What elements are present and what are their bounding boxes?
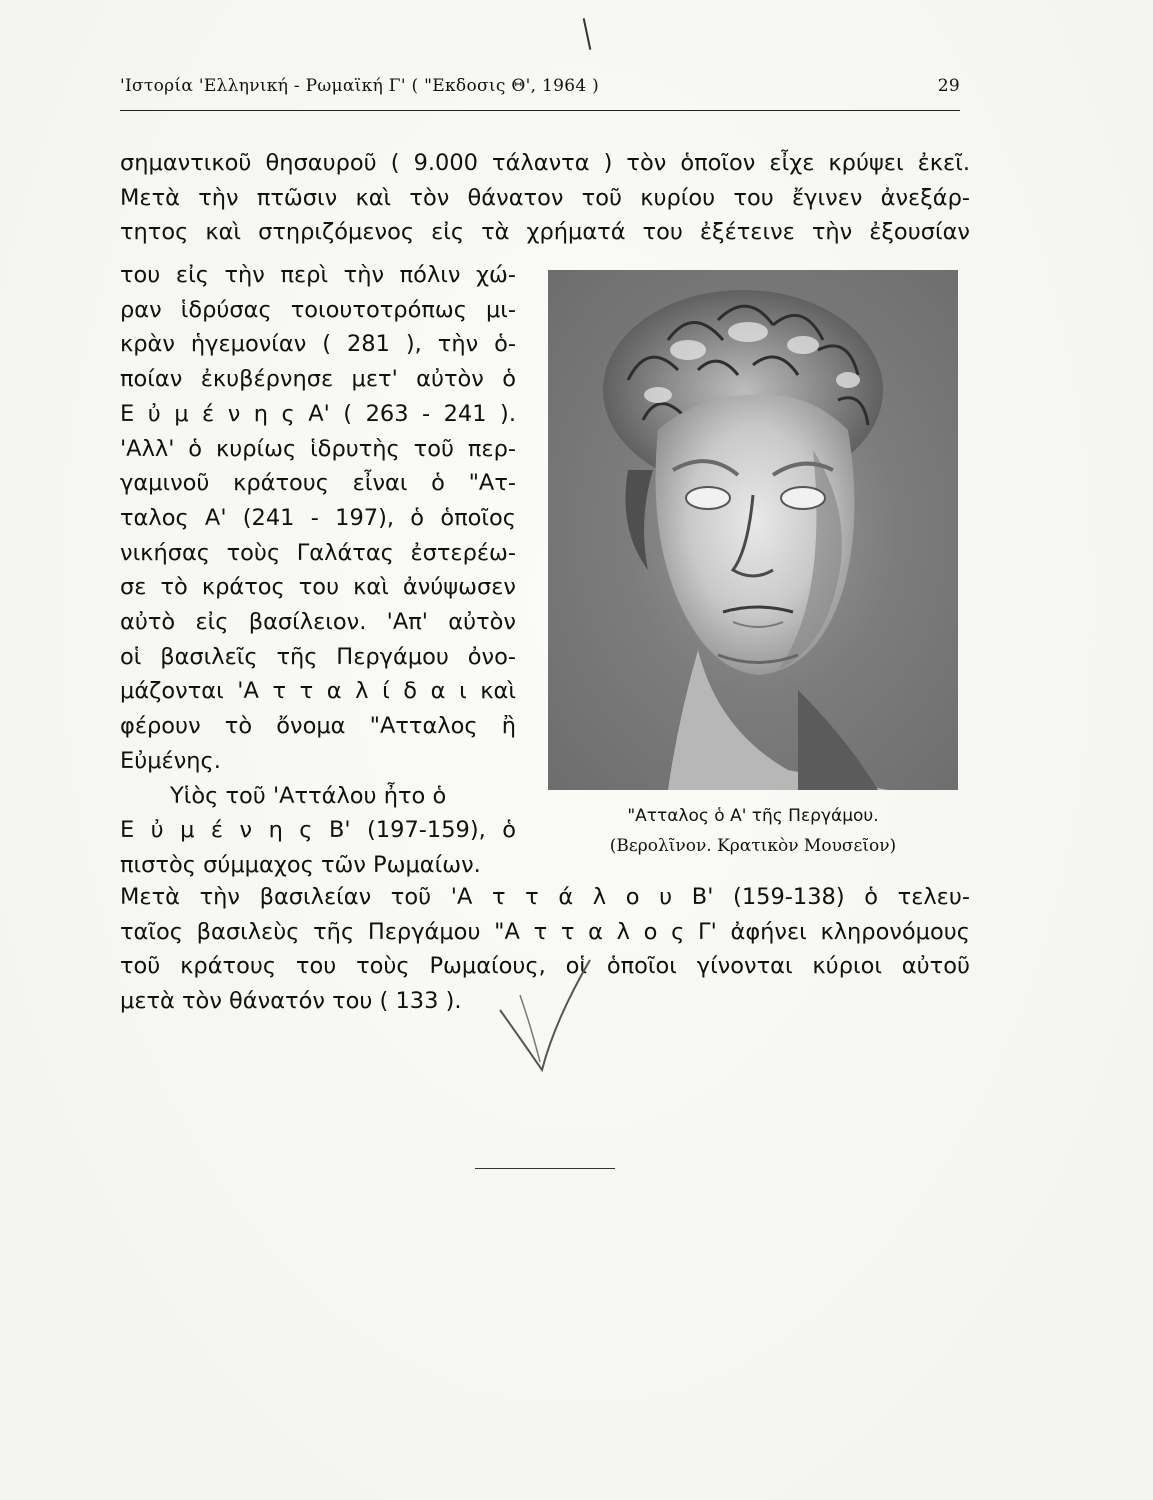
text-line: Μετὰ τὴν βασιλείαν τοῦ 'Α τ τ ά λ ο υ Β' (159-138) ὁ τελευ- (120, 884, 970, 910)
page-number: 29 (937, 76, 960, 96)
text-line: μετὰ τὸν θάνατόν του ( 133 ). (120, 988, 462, 1015)
text-line: οἱ βασιλεῖς τῆς Περγάμου ὀνο- (120, 643, 516, 670)
text-line: τοῦ κράτους του τοὺς Ρωμαίους, οἱ ὁποῖοι γίνονται κύριοι αὐτοῦ (120, 953, 970, 980)
text-line: ταλος Α' (241 - 197), ὁ ὁποῖος (120, 504, 516, 531)
text-line: Ε ὐ μ έ ν η ς Α' ( 263 - 241 ). (120, 400, 516, 427)
text-line: Εὐμένης. (120, 747, 221, 774)
text-line: του εἰς τὴν περὶ τὴν πόλιν χώ- (120, 262, 516, 288)
running-head (120, 76, 960, 104)
text-line: ποίαν ἐκυβέρνησε μετ' αὐτὸν ὁ (120, 366, 516, 393)
bust-photograph (548, 270, 958, 790)
text-line: 'Αλλ' ὁ κυρίως ἱδρυτὴς τοῦ περ- (120, 435, 516, 462)
show-through-text (540, 1030, 960, 1059)
header-rule (120, 110, 960, 111)
text-line: Ε ὐ μ έ ν η ς Β' (197-159), ὁ (120, 817, 516, 844)
text-line: ταῖος βασιλεὺς τῆς Περγάμου "Α τ τ α λ ο ς Γ' ἀφήνει κληρονόμους (120, 918, 970, 945)
text-line: μάζονται 'Α τ τ α λ ί δ α ι καὶ (120, 678, 516, 705)
text-line: πιστὸς σύμμαχος τῶν Ρωμαίων. (120, 851, 481, 878)
pen-mark (583, 18, 592, 50)
column-text (120, 258, 516, 883)
bust-drawing (548, 270, 958, 790)
top-paragraph (120, 146, 970, 250)
text-line: Υἱὸς τοῦ 'Αττάλου ἦτο ὁ (170, 782, 447, 809)
text-line: σημαντικοῦ θησαυροῦ ( 9.000 τάλαντα ) τὸν ὁποῖον εἶχε κρύψει ἐκεῖ. (120, 150, 970, 176)
text-line: Μετὰ τὴν πτῶσιν καὶ τὸν θάνατον τοῦ κυρίου του ἔγινεν ἀνεξάρ- (120, 184, 970, 211)
text-line: αὐτὸ εἰς βασίλειον. 'Απ' αὐτὸν (120, 609, 516, 636)
text-line: σε τὸ κράτος του καὶ ἀνύψωσεν (120, 574, 516, 601)
text-line: τητος καὶ στηριζόμενος εἰς τὰ χρήματά του ἐξέτεινε τὴν ἐξουσίαν (120, 219, 970, 246)
section-end-rule (475, 1168, 615, 1169)
running-head-title: 'Ιστορία 'Ελληνική - Ρωμαϊκή Γ' ( "Εκδοσις Θ', 1964 ) (120, 76, 600, 96)
text-line: νικήσας τοὺς Γαλάτας ἐστερέω- (120, 539, 516, 566)
figure-caption-title: "Ατταλος ὁ Α' τῆς Περγάμου. (627, 806, 879, 826)
pencil-check-mark (480, 950, 600, 1080)
figure-caption-source: (Βερολῖνον. Κρατικὸν Μουσεῖον) (609, 836, 897, 856)
text-line: γαμινοῦ κράτους εἶναι ὁ "Ατ- (120, 470, 516, 497)
text-line: φέρουν τὸ ὄνομα "Ατταλος ἢ (120, 713, 516, 740)
text-line: κρὰν ἡγεμονίαν ( 281 ), τὴν ὁ- (120, 331, 516, 358)
text-line: ραν ἱδρύσας τοιουτοτρόπως μι- (120, 296, 516, 323)
